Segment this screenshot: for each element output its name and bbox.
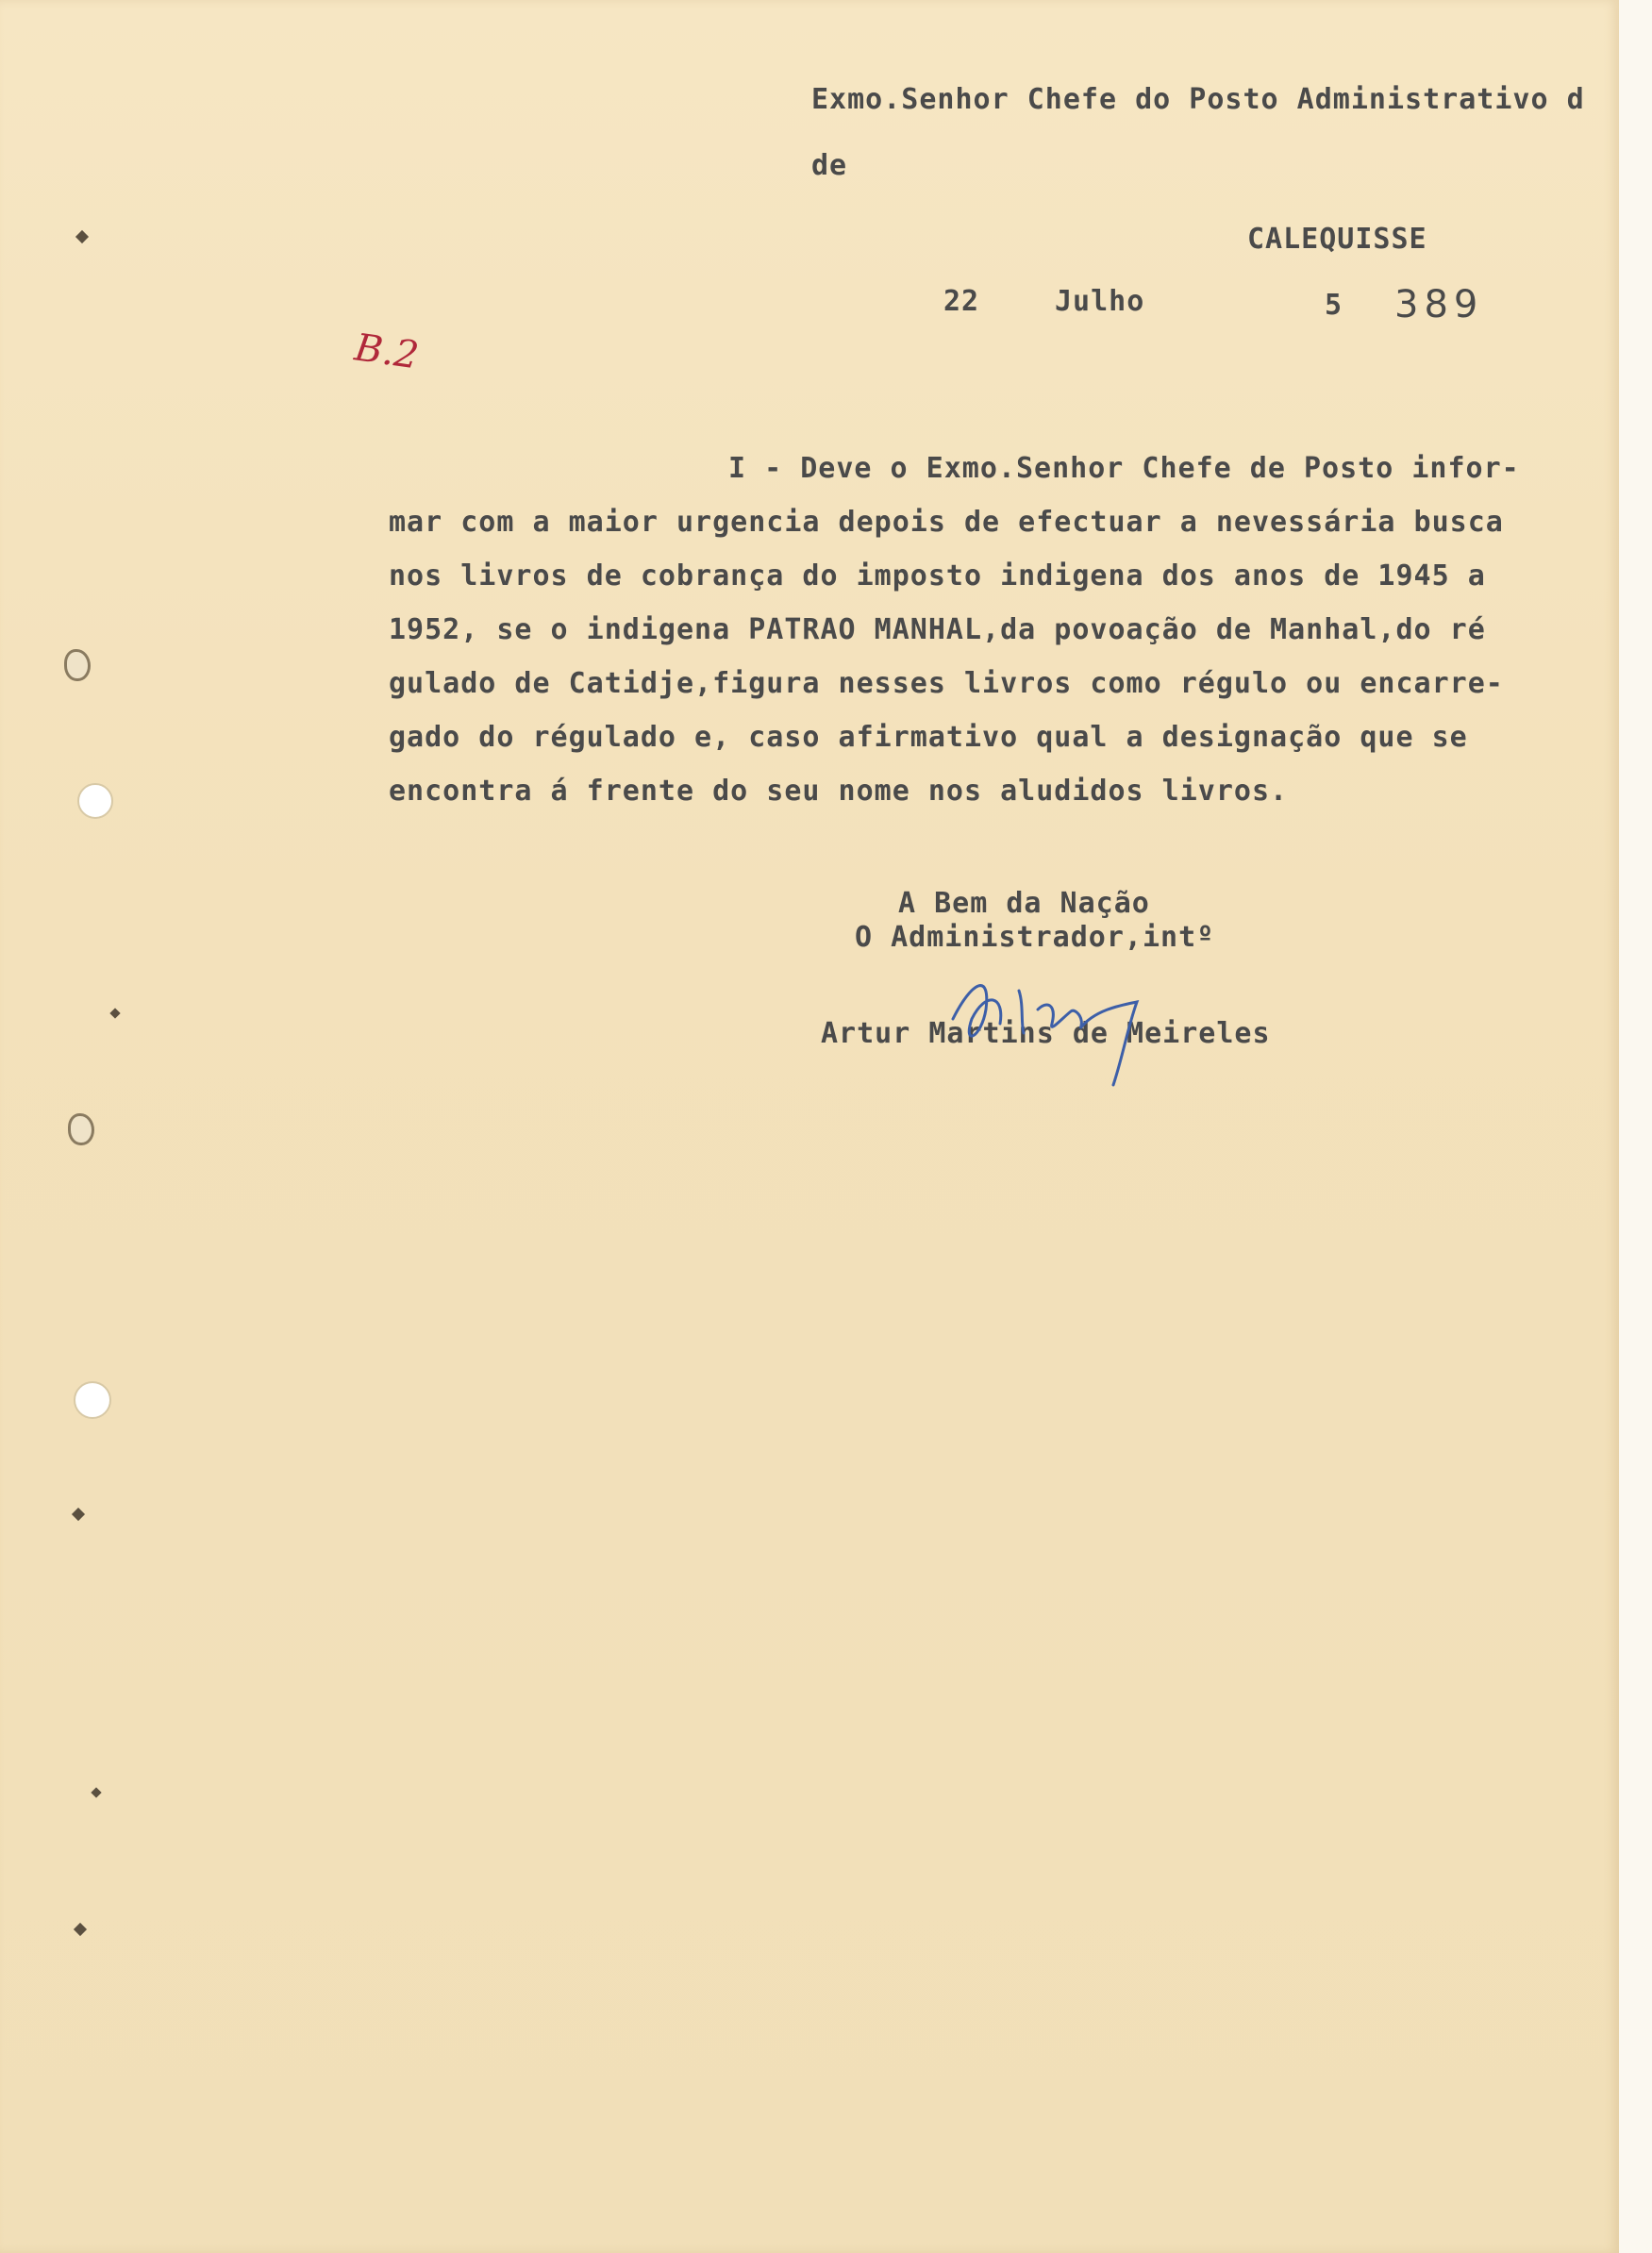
reference-number-typed: 5 (1325, 289, 1343, 322)
addressee-line-1: Exmo.Senhor Chefe do Posto Administrativo d (811, 83, 1585, 116)
date-month: Julho (1055, 285, 1145, 318)
closing-salutation: A Bem da Nação (898, 887, 1150, 920)
punch-hole-torn (68, 1113, 94, 1145)
body-line: gado do régulado e, caso afirmativo qual a designação que se (389, 721, 1468, 754)
punch-hole (74, 1381, 111, 1419)
margin-note: B.2 (352, 325, 422, 378)
punch-hole-torn (64, 649, 91, 681)
signatory-name: Artur Martins de Meireles (821, 1017, 1271, 1050)
place-name: CALEQUISSE (1247, 223, 1427, 256)
date-day: 22 (943, 285, 980, 318)
paper-mark (72, 1508, 85, 1521)
paper-mark (75, 230, 89, 243)
paper-mark (91, 1787, 101, 1797)
addressee-line-2: de (811, 149, 848, 182)
body-line: 1952, se o indigena PATRAO MANHAL,da povoação de Manhal,do ré (389, 613, 1486, 646)
body-line: gulado de Catidje,figura nesses livros como régulo ou encarre- (389, 667, 1504, 700)
reference-number-handwritten: 389 (1394, 283, 1484, 326)
punch-hole (77, 783, 113, 819)
body-line: mar com a maior urgencia depois de efectuar a nevessária busca (389, 506, 1504, 539)
scan-margin (1619, 0, 1652, 2253)
signatory-title: O Administrador,intº (855, 921, 1215, 954)
letter-body (389, 442, 1568, 818)
handwritten-signature (934, 953, 1179, 1094)
body-line: nos livros de cobrança do imposto indigena dos anos de 1945 a (389, 559, 1486, 592)
body-line: encontra á frente do seu nome nos aludidos livros. (389, 775, 1289, 808)
paper-mark (74, 1923, 87, 1936)
paper-mark (109, 1008, 120, 1018)
body-line: I - Deve o Exmo.Senhor Chefe de Posto infor- (728, 452, 1520, 485)
